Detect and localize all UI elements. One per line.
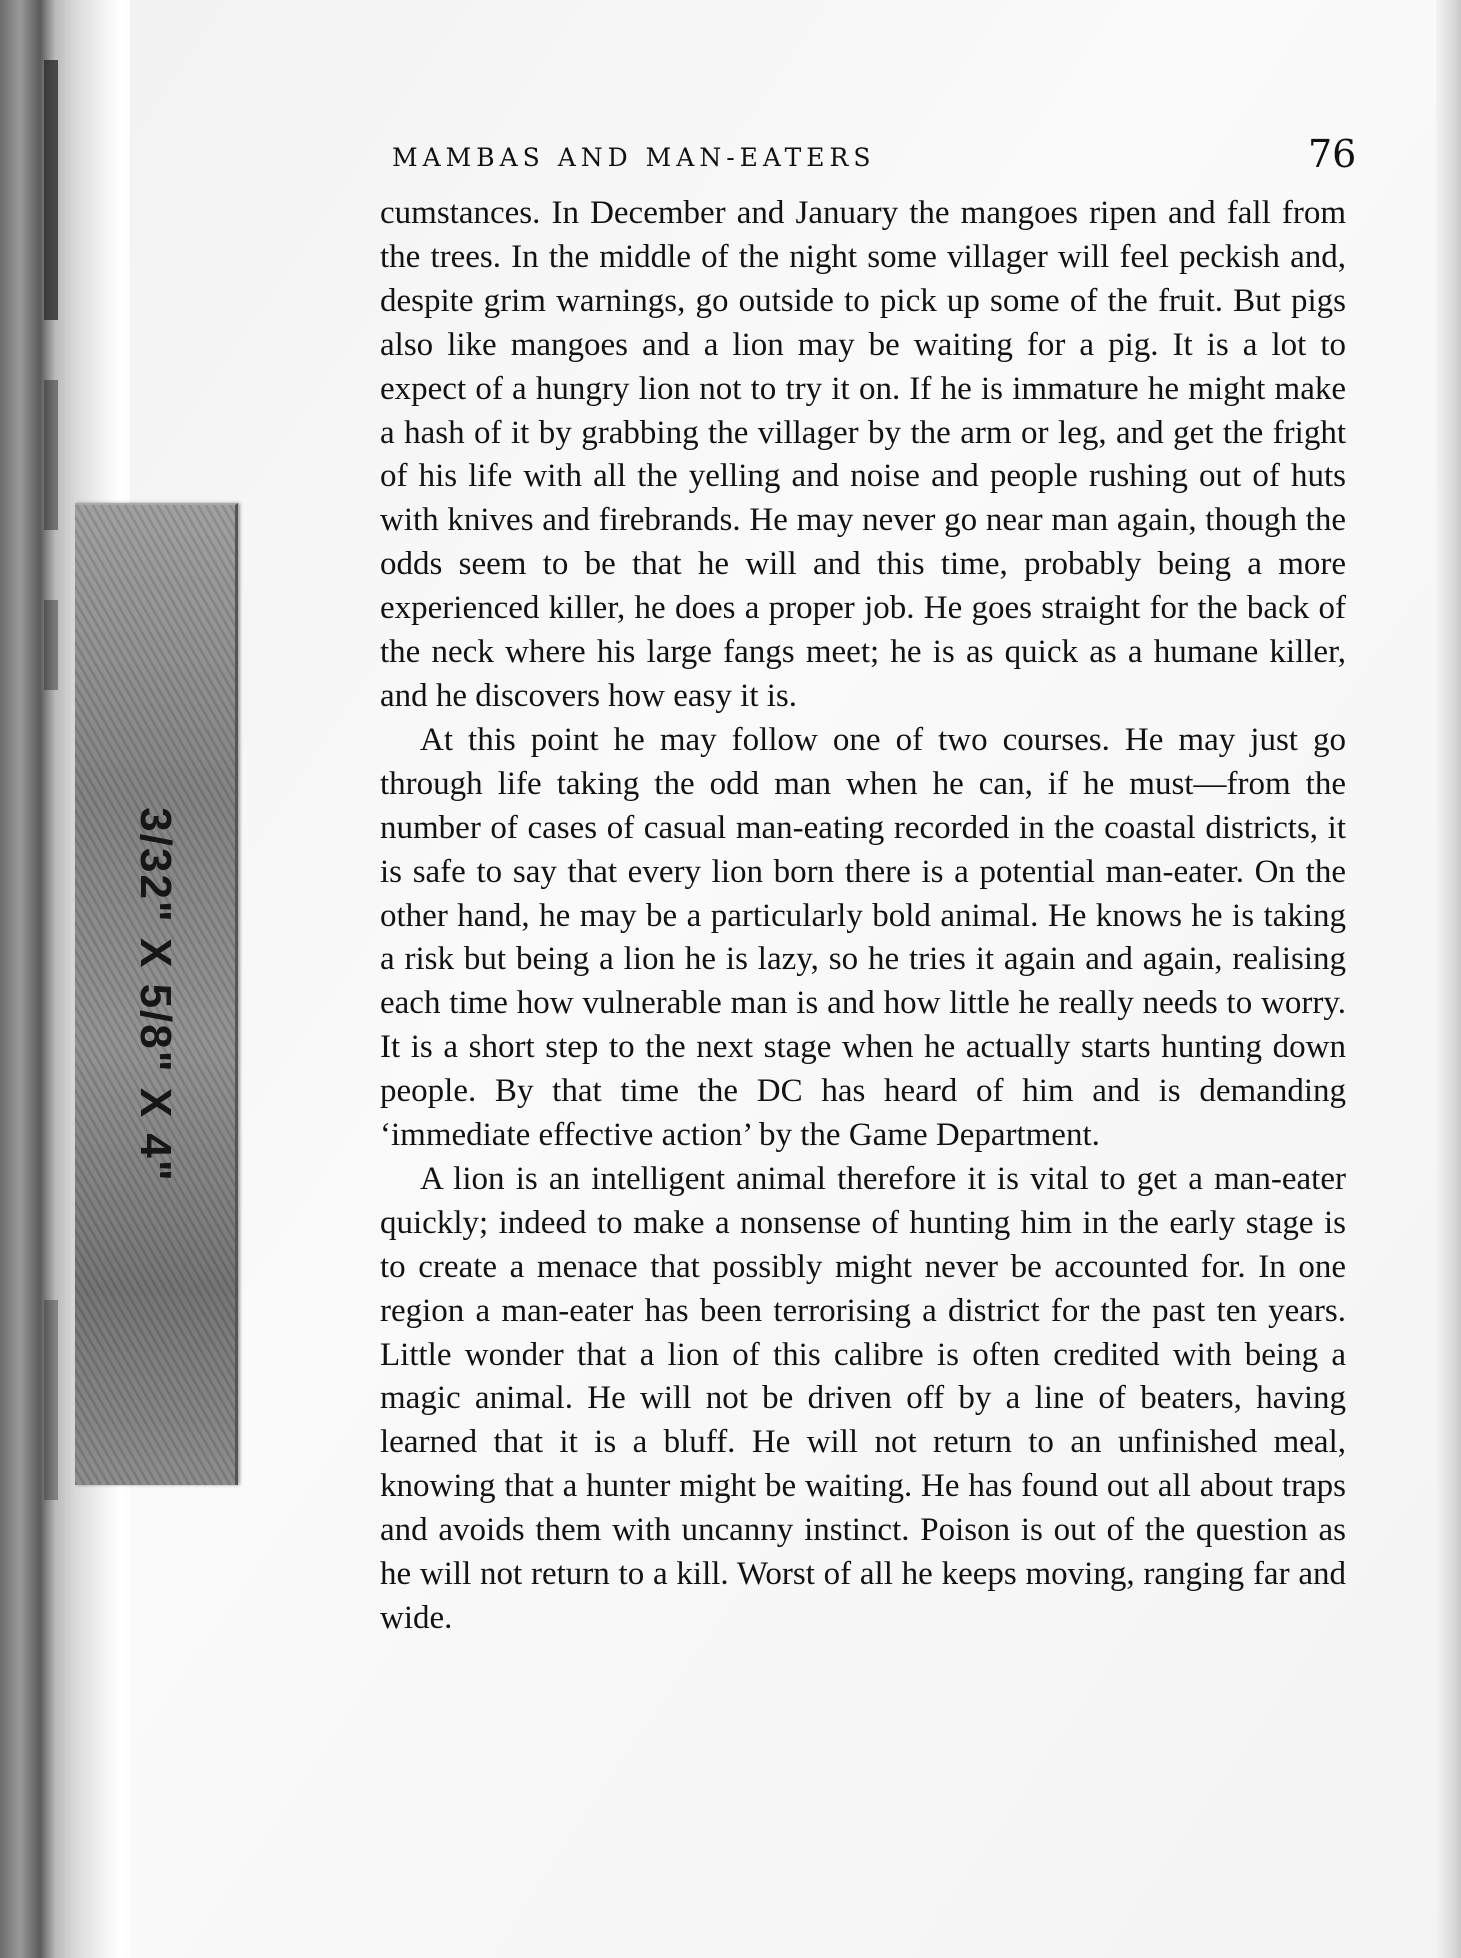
shim-label: 3/32" X 5/8" X 4"	[131, 807, 180, 1183]
gutter-shadow	[44, 380, 58, 530]
gutter-shadow	[44, 1300, 58, 1500]
paragraph: A lion is an intelligent animal therefore it is vital to get a man-eater quickly; indeed to make a nonsense of hunting him in the early stage is to create a menace that possibly might never be accounted for. In one region a man-eater has been terrorising a district for the past ten years. Little wonder that a lion of this calibre is often credited with being a magic animal. He will not be driven off by a line of beaters, having learned that it is a bluff. He will not return to an unfinished meal, knowing that a hunter might be waiting. He has found out all about traps and avoids them with uncanny instinct. Poison is out of the question as he will not return to a kill. Worst of all he keeps moving, ranging far and wide.	[380, 1160, 1346, 1636]
gutter-shadow	[44, 60, 58, 320]
page-edge	[1436, 0, 1461, 1958]
body-text	[380, 192, 1346, 1641]
running-head: MAMBAS AND MAN-EATERS	[392, 143, 876, 172]
gutter-shadow	[44, 600, 58, 690]
paragraph: At this point he may follow one of two courses. He may just go through life taking the odd man when he can, if he must—from the number of cases of casual man-eating recorded in the coastal districts, it is safe to say that every lion born there is a potential man-eater. On the other hand, he may be a particularly bold animal. He knows he is taking a risk but being a lion he is lazy, so he tries it again and again, realising each time how vulnerable man is and how little he really needs to worry. It is a short step to the next stage when he actually starts hunting down people. By that time the DC has heard of him and is demanding ‘immediate effective action’ by the Game Department.	[380, 721, 1346, 1154]
page-number: 76	[1308, 132, 1357, 176]
paragraph: cumstances. In December and January the mangoes ripen and fall from the trees. In the middle of the night some villager will feel peckish and, despite grim warnings, go outside to pick up some of the fruit. But pigs also like mangoes and a lion may be waiting for a pig. It is a lot to expect of a hungry lion not to try it on. If he is immature he might make a hash of it by grabbing the villager by the arm or leg, and get the fright of his life with all the yelling and noise and people rushing out of huts with knives and firebrands. He may never go near man again, though the odds seem to be that he will and this time, probably being a more experienced killer, he does a proper job. He goes straight for the back of the neck where his large fangs meet; he is as quick as a humane killer, and he discovers how easy it is.	[380, 195, 1346, 714]
metal-shim	[75, 503, 238, 1485]
